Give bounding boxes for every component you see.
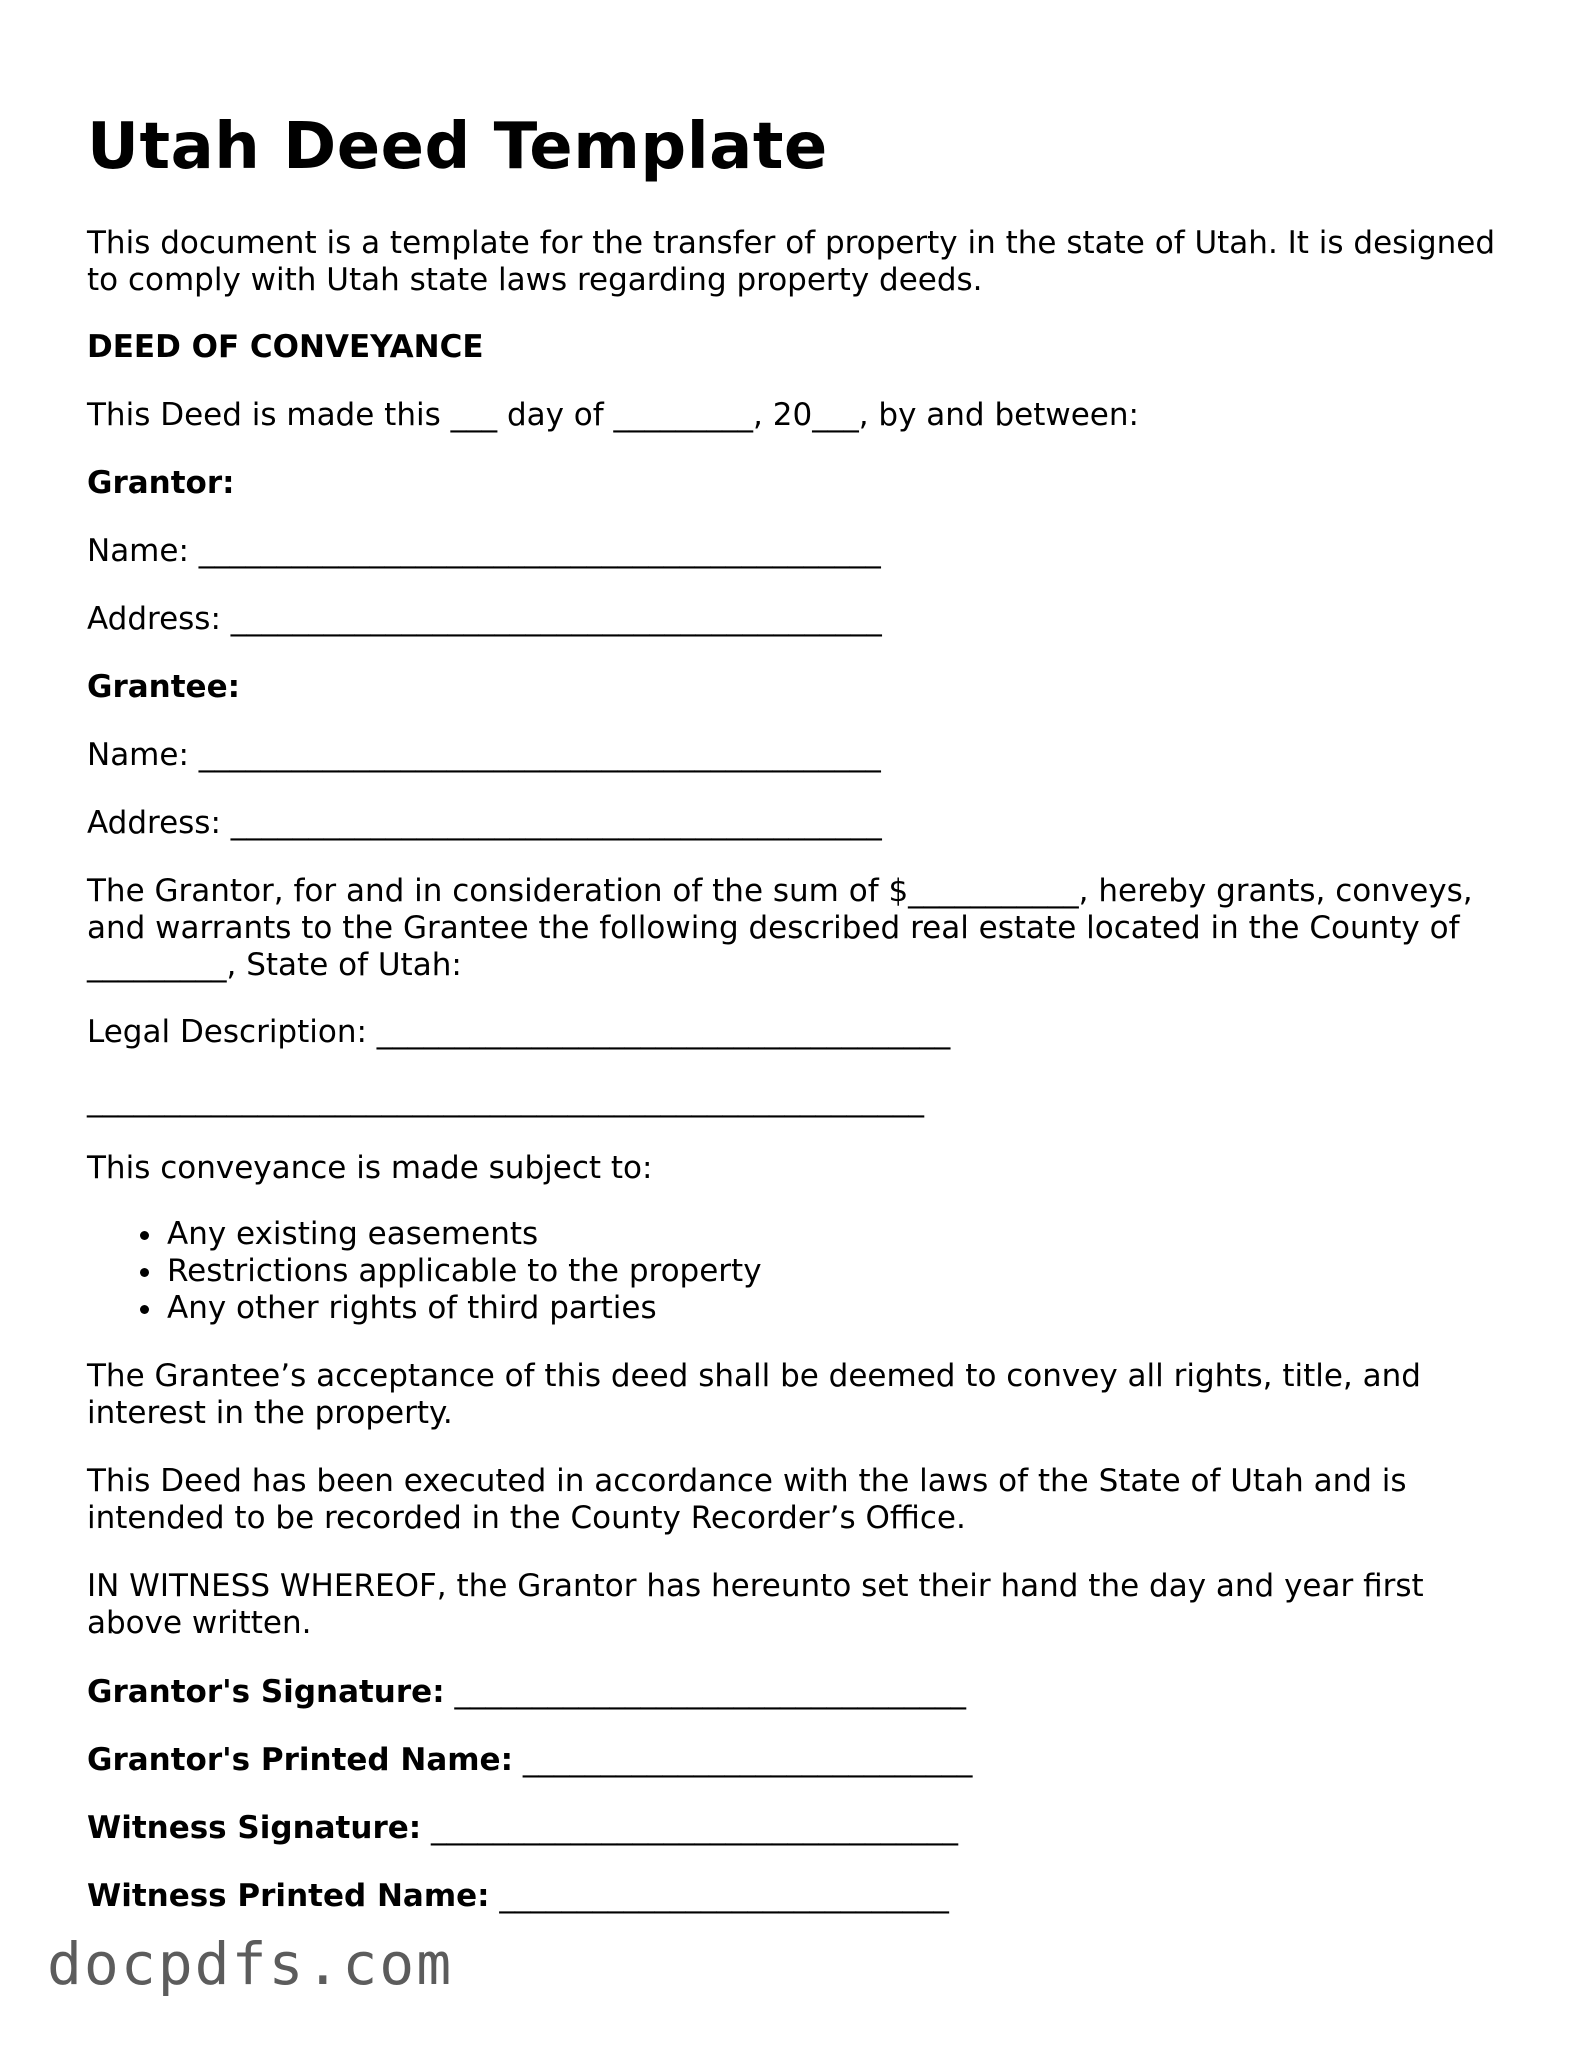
subject-to-heading: This conveyance is made subject to: xyxy=(87,1150,653,1186)
date-line: This Deed is made this ___ day of _________, 20___, by and between: xyxy=(87,397,1139,433)
list-item: • Any existing easements xyxy=(165,1216,1507,1253)
grantee-address-field: Address: __________________________________________ xyxy=(87,805,882,841)
grantor-heading: Grantor: xyxy=(87,465,235,501)
subject-to-list xyxy=(87,1216,1507,1327)
list-item: • Any other rights of third parties xyxy=(165,1290,1507,1327)
grantor-signature-blank: _________________________________ xyxy=(444,1674,966,1710)
grantee-heading: Grantee: xyxy=(87,669,240,705)
witness-printed-name-blank: _____________________________ xyxy=(489,1878,949,1914)
grantor-printed-name-blank: _____________________________ xyxy=(512,1742,973,1778)
intro-paragraph: This document is a template for the transfer of property in the state of Utah. It is designed to comply with Utah state laws regarding property deeds. xyxy=(87,225,1505,298)
legal-description-continuation: ______________________________________________________ xyxy=(87,1082,924,1118)
grantor-signature-field xyxy=(87,1674,1507,1711)
document-title: Utah Deed Template xyxy=(87,110,828,184)
grantor-printed-name-field xyxy=(87,1742,1507,1779)
witness-signature-field xyxy=(87,1810,1507,1847)
consideration-paragraph: The Grantor, for and in consideration of the sum of $___________, hereby grants, conveys, and warrants to the Grantee the following described real estate located in the County of _________, State of Utah: xyxy=(87,873,1483,983)
witness-clause: IN WITNESS WHEREOF, the Grantor has hereunto set their hand the day and year first above written. xyxy=(87,1568,1434,1641)
section-title: DEED OF CONVEYANCE xyxy=(87,329,484,365)
grantor-printed-name-label: Grantor's Printed Name: xyxy=(87,1742,513,1778)
grantee-name-field: Name: ____________________________________________ xyxy=(87,737,881,773)
witness-printed-name-field xyxy=(87,1878,1507,1915)
grantor-signature-label: Grantor's Signature: xyxy=(87,1674,445,1710)
list-item: • Restrictions applicable to the property xyxy=(165,1253,1507,1290)
witness-printed-name-label: Witness Printed Name: xyxy=(87,1878,490,1914)
watermark: docpdfs.com xyxy=(47,1930,454,1998)
deed-document xyxy=(87,0,1507,1915)
witness-signature-label: Witness Signature: xyxy=(87,1810,422,1846)
grantor-address-field: Address: __________________________________________ xyxy=(87,601,882,637)
acceptance-paragraph: The Grantee’s acceptance of this deed shall be deemed to convey all rights, title, and interest in the property. xyxy=(87,1358,1431,1431)
legal-description-field: Legal Description: _____________________________________ xyxy=(87,1014,951,1050)
witness-signature-blank: __________________________________ xyxy=(421,1810,959,1846)
executed-paragraph: This Deed has been executed in accordance with the laws of the State of Utah and is intended to be recorded in the County Recorder’s Office. xyxy=(87,1463,1417,1536)
grantor-name-field: Name: ____________________________________________ xyxy=(87,533,881,569)
